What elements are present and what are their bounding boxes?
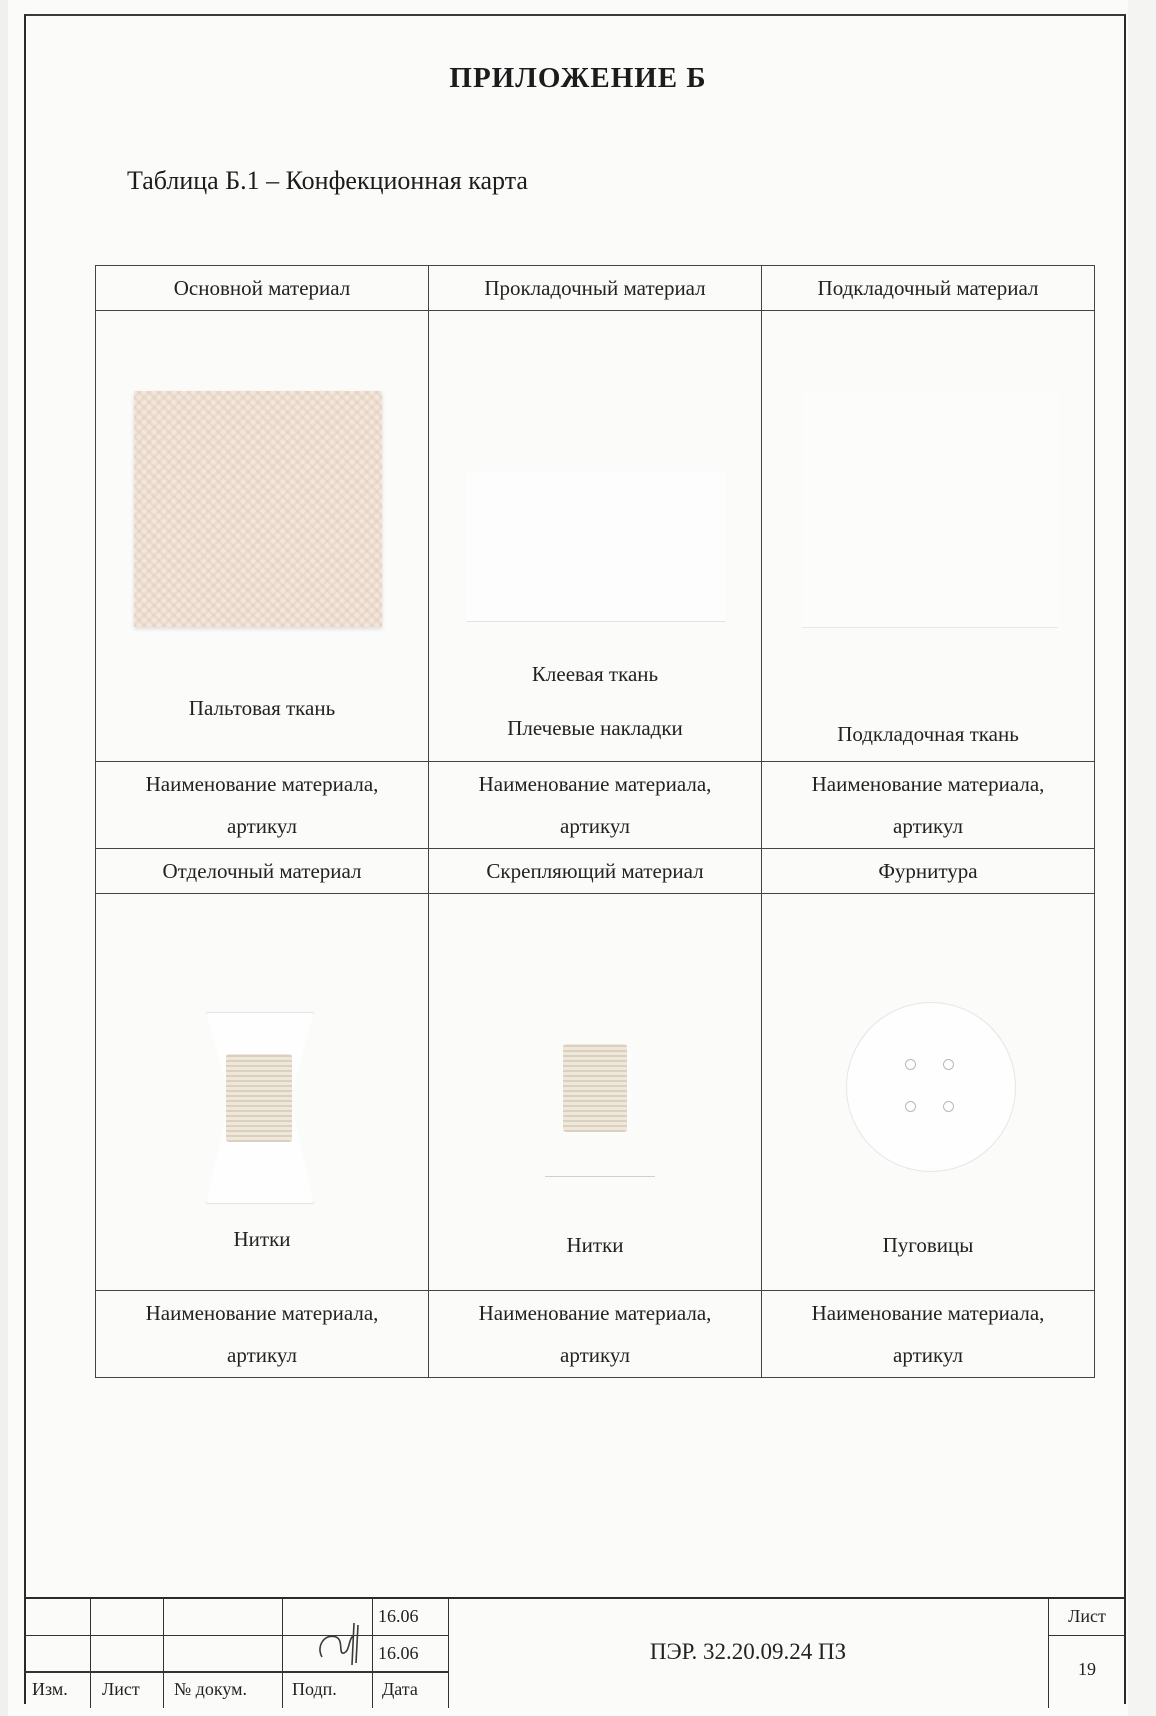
sample-label: Нитки xyxy=(566,1233,624,1257)
name-line: Наименование материала, xyxy=(811,1301,1045,1325)
article-line: артикул xyxy=(227,814,297,838)
sample-cell-main xyxy=(96,311,429,762)
article-line: артикул xyxy=(227,1343,297,1367)
confection-card-table xyxy=(95,265,1095,1378)
sample-cell-lining xyxy=(762,311,1095,762)
stamp-rule xyxy=(24,1671,448,1673)
col-label-list: Лист xyxy=(102,1679,140,1699)
stamp-divider xyxy=(163,1599,164,1708)
button-hole xyxy=(943,1059,954,1070)
table-row xyxy=(96,266,1095,311)
name-line: Наименование материала, xyxy=(478,772,712,796)
header-interlining-material: Прокладочный материал xyxy=(429,266,762,311)
name-line: Наименование материала, xyxy=(145,1301,379,1325)
date-entry: 16.06 xyxy=(378,1606,419,1626)
col-label-signature: Подп. xyxy=(292,1679,337,1699)
sample-label: Пуговицы xyxy=(882,1233,974,1257)
col-label-doc-number: № докум. xyxy=(174,1679,247,1699)
sheet-label: Лист xyxy=(1068,1606,1106,1626)
signature-mark xyxy=(314,1617,376,1667)
material-name-cell xyxy=(96,1291,429,1378)
sample-cell-fittings xyxy=(762,894,1095,1291)
table-row xyxy=(96,311,1095,762)
card-edge xyxy=(545,1176,655,1177)
sample-cell-fastening xyxy=(429,894,762,1291)
document-code: ПЭР. 32.20.09.24 ПЗ xyxy=(649,1639,847,1664)
sample-label: Нитки xyxy=(233,1227,291,1251)
name-line: Наименование материала, xyxy=(478,1301,712,1325)
sample-label: Клеевая ткань xyxy=(531,662,659,686)
lining-swatch xyxy=(802,391,1058,628)
appendix-title: ПРИЛОЖЕНИЕ Б xyxy=(449,62,707,94)
button-hole xyxy=(943,1101,954,1112)
coat-fabric-swatch xyxy=(134,391,382,627)
material-name-cell xyxy=(96,762,429,849)
material-name-cell xyxy=(429,1291,762,1378)
material-name-cell xyxy=(762,762,1095,849)
stamp-divider xyxy=(282,1599,283,1708)
article-line: артикул xyxy=(893,1343,963,1367)
scan-edge-right xyxy=(1128,0,1156,1716)
header-lining-material: Подкладочный материал xyxy=(762,266,1095,311)
scan-edge-left xyxy=(0,0,8,1716)
stamp-divider xyxy=(90,1599,91,1708)
article-line: артикул xyxy=(560,1343,630,1367)
title-block xyxy=(24,1597,1126,1708)
col-label-date: Дата xyxy=(382,1679,418,1699)
table-caption: Таблица Б.1 – Конфекционная карта xyxy=(127,166,528,195)
sample-label: Плечевые накладки xyxy=(507,716,683,740)
col-label-izm: Изм. xyxy=(32,1679,68,1699)
thread-winding xyxy=(563,1044,627,1132)
table-row xyxy=(96,849,1095,894)
button-sample xyxy=(846,1002,1016,1172)
sample-cell-interlining xyxy=(429,311,762,762)
material-name-cell xyxy=(762,1291,1095,1378)
header-main-material: Основной материал xyxy=(96,266,429,311)
table-row xyxy=(96,762,1095,849)
date-entry: 16.06 xyxy=(378,1643,419,1663)
table-row xyxy=(96,1291,1095,1378)
name-line: Наименование материала, xyxy=(145,772,379,796)
material-name-cell xyxy=(429,762,762,849)
interlining-swatch xyxy=(467,471,725,622)
stamp-rule xyxy=(24,1635,448,1636)
sample-cell-finishing xyxy=(96,894,429,1291)
article-line: артикул xyxy=(893,814,963,838)
header-finishing-material: Отделочный материал xyxy=(96,849,429,894)
button-hole xyxy=(905,1101,916,1112)
stamp-rule xyxy=(1048,1635,1126,1636)
header-fastening-material: Скрепляющий материал xyxy=(429,849,762,894)
button-hole xyxy=(905,1059,916,1070)
article-line: артикул xyxy=(560,814,630,838)
name-line: Наименование материала, xyxy=(811,772,1045,796)
header-fittings: Фурнитура xyxy=(762,849,1095,894)
sample-label: Подкладочная ткань xyxy=(837,722,1019,746)
sample-label: Пальтовая ткань xyxy=(188,696,336,720)
thread-winding xyxy=(226,1054,292,1142)
table-row xyxy=(96,894,1095,1291)
sheet-number: 19 xyxy=(1078,1659,1096,1679)
